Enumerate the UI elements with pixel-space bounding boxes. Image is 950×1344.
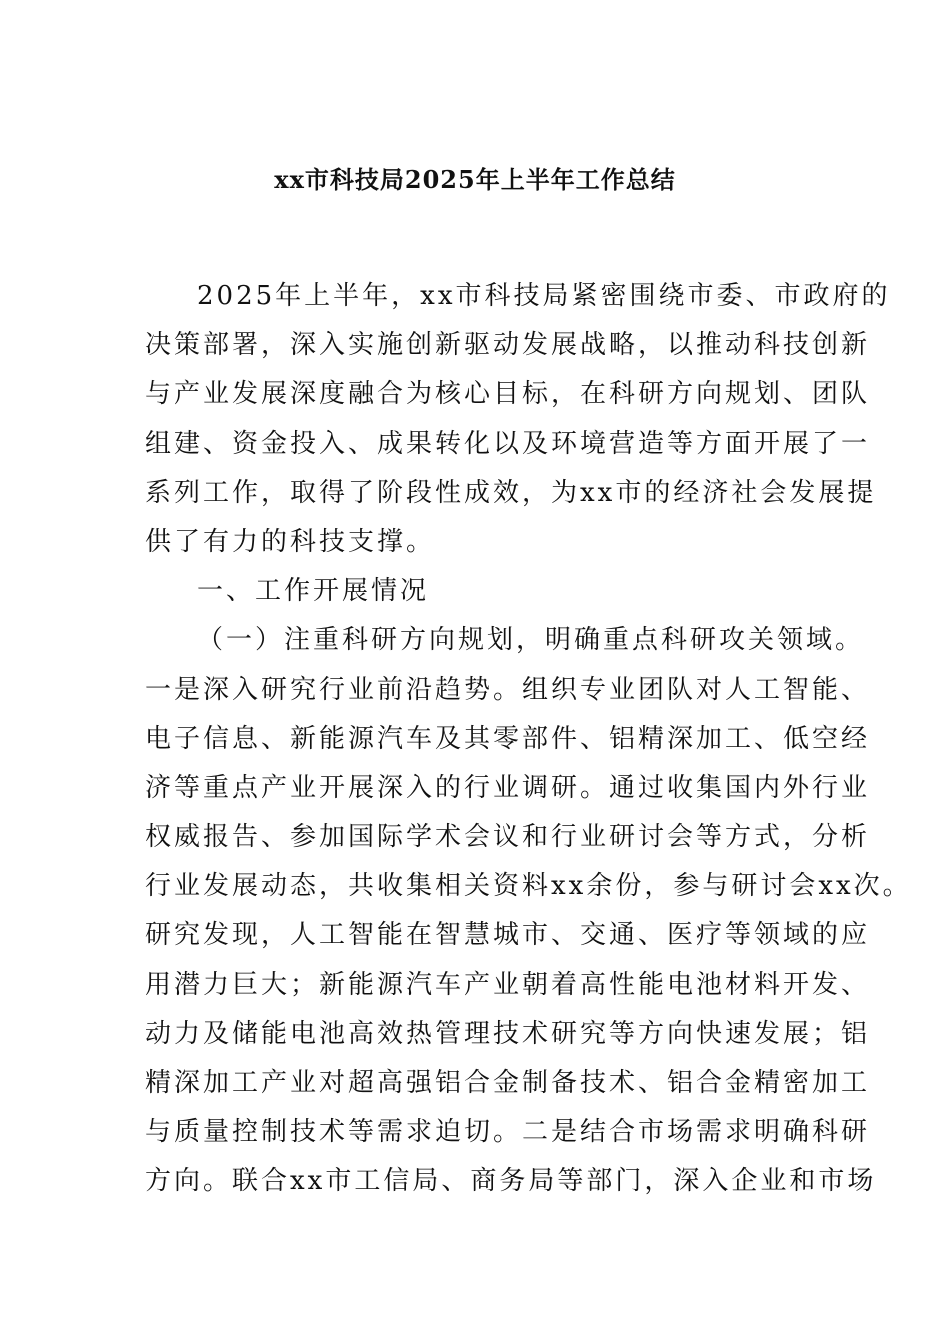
section-heading: 一、工作开展情况 [197, 576, 430, 607]
paragraph-line: 与质量控制技术等需求迫切。二是结合市场需求明确科研 [145, 1117, 871, 1148]
document-title: xx市科技局2025年上半年工作总结 [274, 165, 676, 194]
paragraph-line: 方向。联合xx市工信局、商务局等部门，深入企业和市场 [145, 1166, 877, 1197]
paragraph-line: 用潜力巨大；新能源汽车产业朝着高性能电池材料开发、 [145, 969, 871, 1000]
document-body [145, 272, 912, 1207]
paragraph-line: 精深加工产业对超高强铝合金制备技术、铝合金精密加工 [145, 1068, 871, 1098]
paragraph-line: 济等重点产业开展深入的行业调研。通过收集国内外行业 [145, 772, 871, 803]
paragraph-line: 一是深入研究行业前沿趋势。组织专业团队对人工智能、 [145, 674, 871, 705]
paragraph-line: 研究发现，人工智能在智慧城市、交通、医疗等领域的应 [145, 920, 871, 951]
paragraph-line: 动力及储能电池高效热管理技术研究等方向快速发展；铝 [145, 1018, 871, 1049]
paragraph-line: 2025年上半年，xx市科技局紧密围绕市委、市政府的 [197, 281, 891, 311]
subsection-heading: （一）注重科研方向规划，明确重点科研攻关领域。 [197, 625, 865, 656]
paragraph-line: 供了有力的科技支撑。 [145, 526, 436, 557]
paragraph-line: 行业发展动态，共收集相关资料xx余份，参与研讨会xx次。 [145, 871, 912, 902]
paragraph-line: 与产业发展深度融合为核心目标，在科研方向规划、团队 [145, 379, 871, 410]
paragraph-line: 权威报告、参加国际学术会议和行业研讨会等方式，分析 [145, 822, 871, 853]
paragraph-line: 系列工作，取得了阶段性成效，为xx市的经济社会发展提 [145, 477, 877, 508]
paragraph-line: 决策部署，深入实施创新驱动发展战略，以推动科技创新 [145, 330, 871, 361]
paragraph-line: 组建、资金投入、成果转化以及环境营造等方面开展了一 [145, 428, 871, 459]
paragraph-line: 电子信息、新能源汽车及其零部件、铝精深加工、低空经 [145, 723, 871, 754]
